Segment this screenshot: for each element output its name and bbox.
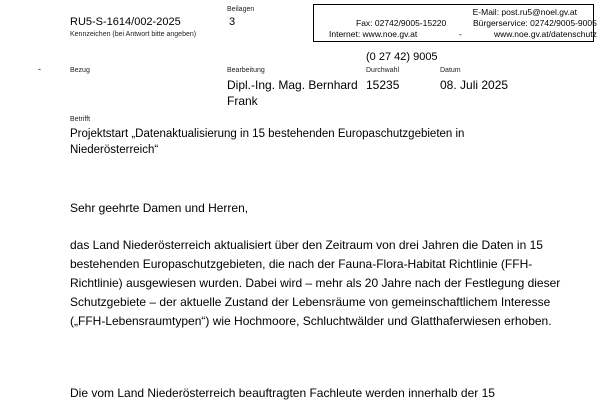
durchwahl-value: 15235 (366, 78, 400, 92)
attachments-label: Beilagen (227, 6, 255, 13)
attachments-value: 3 (229, 16, 236, 28)
contact-email: E-Mail: post.ru5@noel.gv.at (472, 7, 577, 17)
bearbeitung-line2: Frank (227, 94, 258, 108)
reference-number: RU5-S-1614/002-2025 (70, 16, 181, 28)
reference-caption: Kennzeichen (bei Antwort bitte angeben) (70, 31, 197, 38)
bearbeitung-line1: Dipl.-Ing. Mag. Bernhard (227, 78, 358, 92)
contact-fax: Fax: 02742/9005-15220 (356, 18, 447, 28)
bezug-label: Bezug (70, 67, 90, 74)
datum-label: Datum (440, 67, 461, 74)
subject-line2: Niederösterreich“ (70, 144, 159, 156)
phone-prefix: (0 27 42) 9005 (366, 51, 438, 63)
margin-dash: - (38, 64, 41, 74)
contact-dash: - (459, 29, 462, 39)
datum-value: 08. Juli 2025 (440, 78, 509, 92)
durchwahl-label: Durchwahl (366, 67, 400, 74)
contact-box (313, 4, 597, 42)
salutation: Sehr geehrte Damen und Herren, (70, 201, 249, 215)
contact-internet: Internet: www.noe.gv.at (329, 29, 418, 39)
contact-citizen-service: Bürgerservice: 02742/9005-9005 (473, 18, 597, 28)
subject-line1: Projektstart „Datenaktualisierung in 15 bestehenden Europaschutzgebieten in (70, 128, 465, 140)
paragraph-2: Die vom Land Niederösterreich beauftragten Fachleute werden innerhalb der 15 (70, 386, 495, 400)
bearbeitung-label: Bearbeitung (227, 67, 265, 74)
paragraph-1: das Land Niederösterreich aktualisiert über den Zeitraum von drei Jahren die Daten in 15 bestehenden Europaschutzgebieten, die nach der Fauna-Flora-Habitat Richtlinie (FFH-Richtlinie) ausgewiesen wurden. Dabei wird – mehr als 20 Jahre nach der Festlegung dieser Schutzgebiete – der aktuelle Zustand der Lebensräume von gemeinschaftlichem Interesse („FFH-Lebensraumtypen“) wie Hochmoore, Schluchtwälder und Glatthaferwiesen erhoben. (70, 238, 561, 328)
contact-privacy-url: www.noe.gv.at/datenschutz (494, 29, 597, 39)
subject-label: Betrifft (70, 116, 91, 123)
